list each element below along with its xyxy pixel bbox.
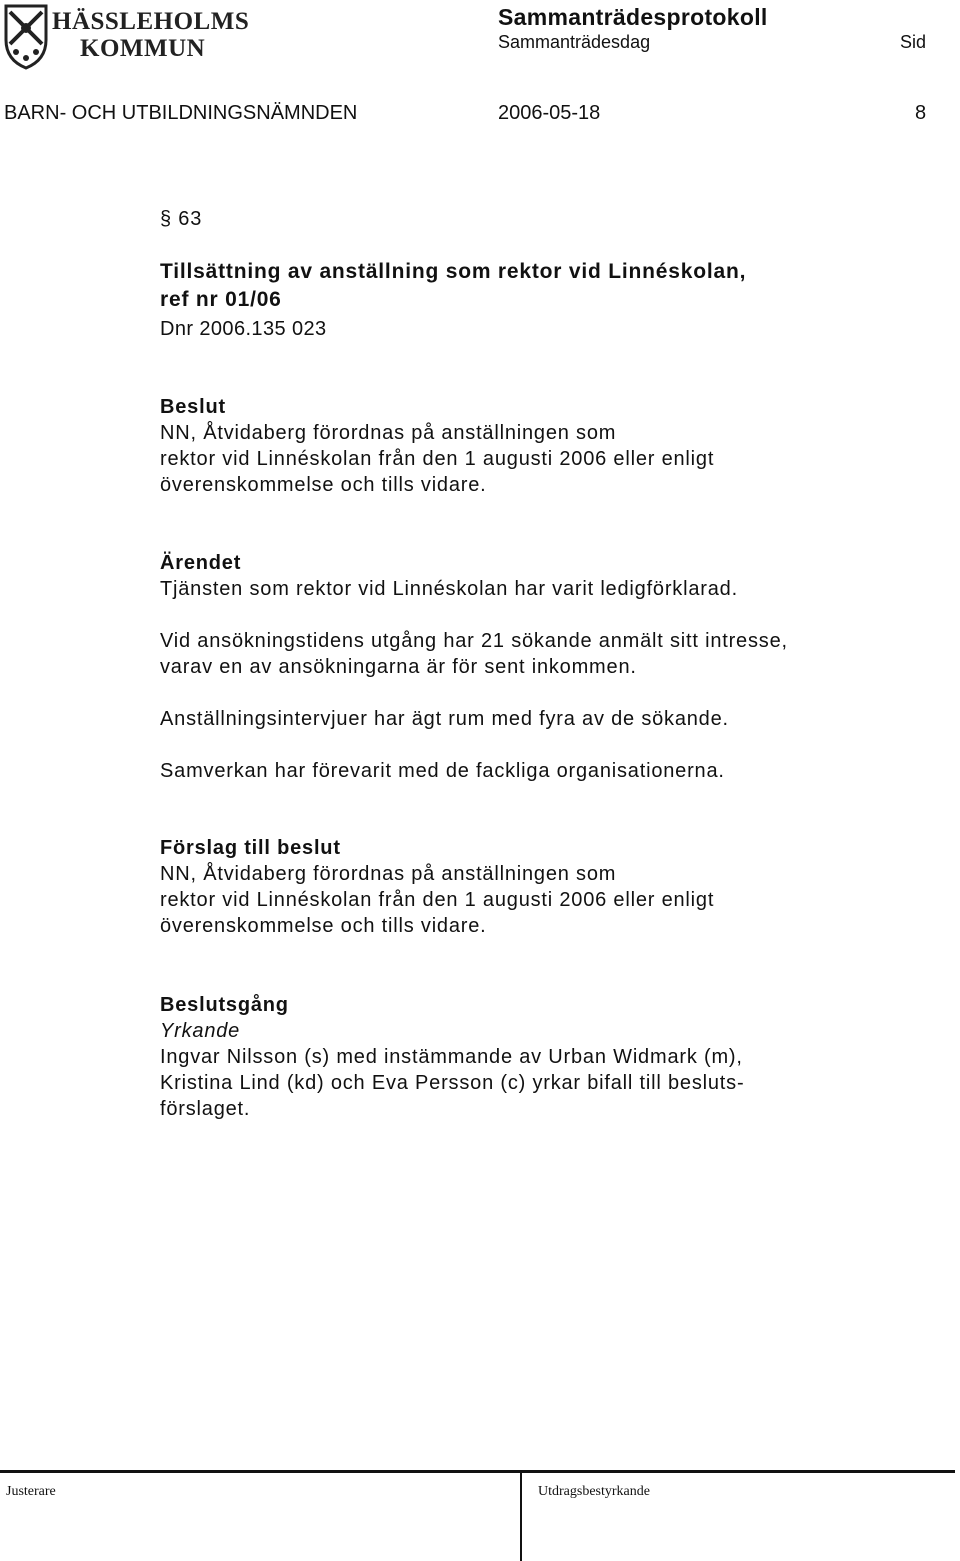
matter-paragraph: Anställningsintervjuer har ägt rum med fyra av de sökande. [160,708,729,730]
page-number: 8 [915,102,927,124]
matter-paragraph: varav en av ansökningarna är för sent inkommen. [160,656,637,678]
decision-block [160,394,714,498]
matter-paragraph: Samverkan har förevarit med de fackliga organisationerna. [160,760,725,782]
matter-heading: Ärendet [160,552,242,574]
utdragsbestyrkande-label: Utdragsbestyrkande [538,1484,650,1499]
protocol-title: Sammanträdesprotokoll [498,4,768,30]
meeting-date: 2006-05-18 [498,102,601,124]
decision-line: överenskommelse och tills vidare. [160,474,487,496]
paragraph-number: § 63 [160,208,203,230]
justerare-label: Justerare [6,1484,56,1499]
proposal-line: överenskommelse och tills vidare. [160,915,487,937]
procedure-subheading: Yrkande [160,1020,241,1042]
procedure-line: Ingvar Nilsson (s) med instämmande av Urban Widmark (m), [160,1046,743,1068]
logo-line-2: KOMMUN [80,35,206,62]
procedure-line: förslaget. [160,1098,251,1120]
matter-paragraph: Tjänsten som rektor vid Linnéskolan har varit ledigförklarad. [160,578,738,600]
procedure-block [160,992,744,1122]
section-title [160,259,746,313]
section-title-line-2: ref nr 01/06 [160,288,282,311]
proposal-line: NN, Åtvidaberg förordnas på anställningen som [160,863,617,885]
committee-name: BARN- OCH UTBILDNINGSNÄMNDEN [4,102,358,124]
section-title-line-1: Tillsättning av anställning som rektor vid Linnéskolan, [160,260,747,283]
decision-line: rektor vid Linnéskolan från den 1 augusti 2006 eller enligt [160,448,715,470]
matter-block [160,550,788,784]
logo-line-1: HÄSSLEHOLMS [52,8,250,35]
footer-rule [0,1470,955,1473]
diary-number: Dnr 2006.135 023 [160,318,327,340]
procedure-line: Kristina Lind (kd) och Eva Persson (c) yrkar bifall till besluts- [160,1072,745,1094]
proposal-line: rektor vid Linnéskolan från den 1 augusti 2006 eller enligt [160,889,715,911]
meeting-date-label: Sammanträdesdag [498,32,651,52]
procedure-heading: Beslutsgång [160,994,289,1016]
footer-divider [520,1472,522,1561]
page-label: Sid [900,32,927,52]
municipality-logo [0,0,250,72]
decision-heading: Beslut [160,396,226,418]
matter-paragraph: Vid ansökningstidens utgång har 21 sökande anmält sitt intresse, [160,630,788,652]
coat-of-arms-icon [2,2,50,70]
decision-line: NN, Åtvidaberg förordnas på anställningen som [160,422,617,444]
proposal-block [160,835,714,939]
proposal-heading: Förslag till beslut [160,837,341,859]
